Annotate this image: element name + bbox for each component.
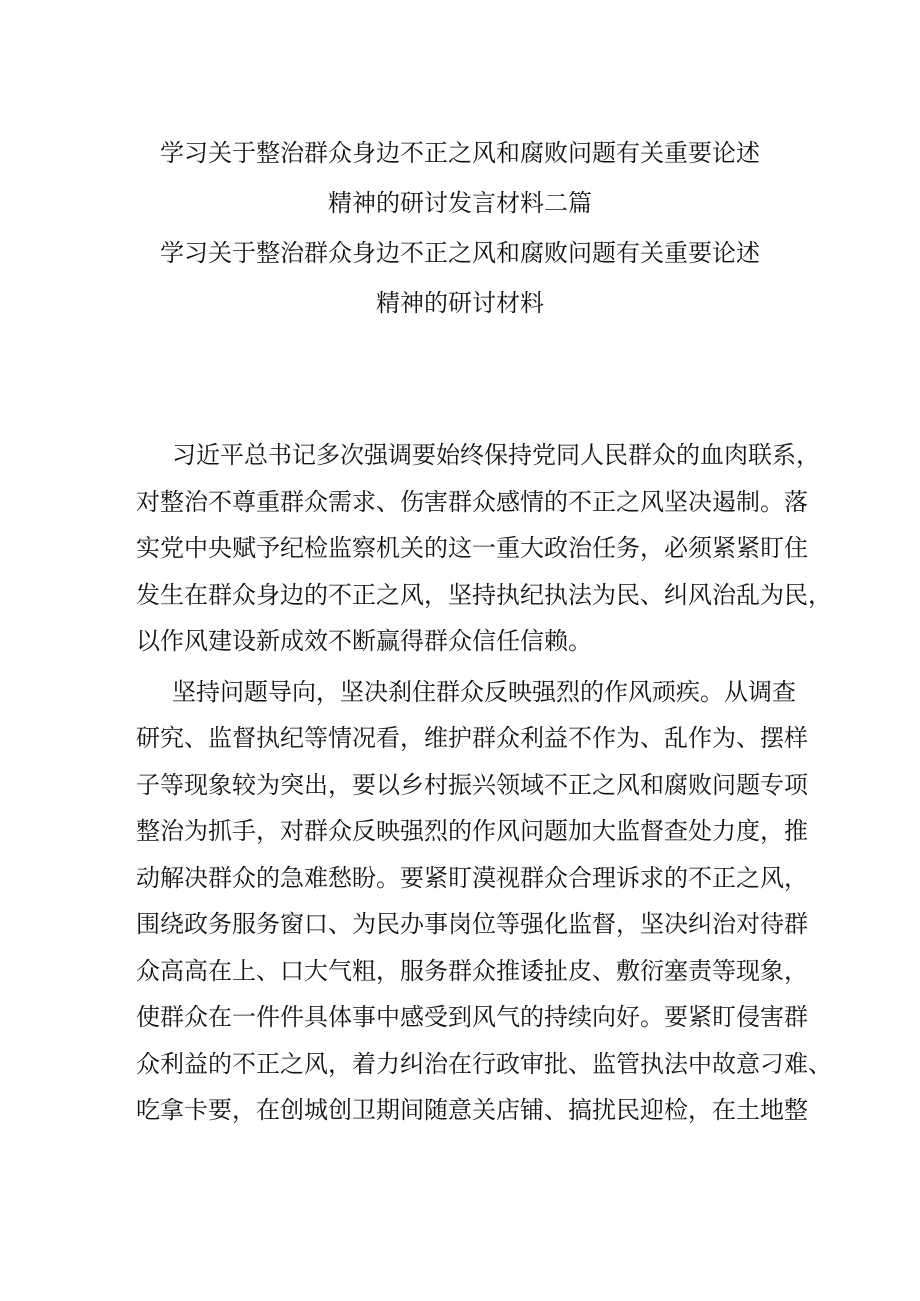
text-line: 坚持问题导向，坚决刹住群众反映强烈的作风顽疾。从调查 xyxy=(172,677,796,706)
text-line: 习近平总书记多次强调要始终保持党同人民群众的血肉联系， xyxy=(172,441,820,469)
text-line: 使群众在一件件具体事中感受到风气的持续向好。要紧盯侵害群 xyxy=(136,1003,808,1031)
text-line: 吃拿卡要，在创城创卫期间随意关店铺、搞扰民迎检，在土地整 xyxy=(136,1096,808,1124)
text-line: 众利益的不正之风，着力纠治在行政审批、监管执法中故意刁难、 xyxy=(136,1049,832,1078)
text-line: 众高高在上、口大气粗，服务群众推诿扯皮、敷衍塞责等现象， xyxy=(136,956,808,985)
text-line: 以作风建设新成效不断赢得群众信任信赖。 xyxy=(136,627,592,655)
text-line: 实党中央赋予纪检监察机关的这一重大政治任务，必须紧紧盯住 xyxy=(136,534,808,562)
text-line: 研究、监督执纪等情况看，维护群众利益不作为、乱作为、摆样 xyxy=(136,724,808,752)
text-line: 动解决群众的急难愁盼。要紧盯漠视群众合理诉求的不正之风， xyxy=(136,863,808,892)
title-line: 学习关于整治群众身边不正之风和腐败问题有关重要论述 xyxy=(160,139,760,167)
paragraph-2 xyxy=(136,669,832,1134)
text-line: 围绕政务服务窗口、为民办事岗位等强化监督，坚决纠治对待群 xyxy=(136,910,808,938)
text-line: 整治为抓手，对群众反映强烈的作风问题加大监督查处力度，推 xyxy=(136,817,808,845)
title-line: 精神的研讨材料 xyxy=(376,289,544,317)
text-line: 子等现象较为突出，要以乡村振兴领域不正之风和腐败问题专项 xyxy=(136,770,808,799)
document-title xyxy=(0,128,920,328)
title-line: 精神的研讨发言材料二篇 xyxy=(328,189,592,217)
text-line: 发生在群众身边的不正之风，坚持执纪执法为民、纠风治乱为民， xyxy=(136,580,832,609)
text-line: 对整治不尊重群众需求、伤害群众感情的不正之风坚决遏制。落 xyxy=(136,487,808,516)
title-line: 学习关于整治群众身边不正之风和腐败问题有关重要论述 xyxy=(160,239,760,267)
document-body xyxy=(136,432,832,1138)
paragraph-1 xyxy=(136,432,832,665)
